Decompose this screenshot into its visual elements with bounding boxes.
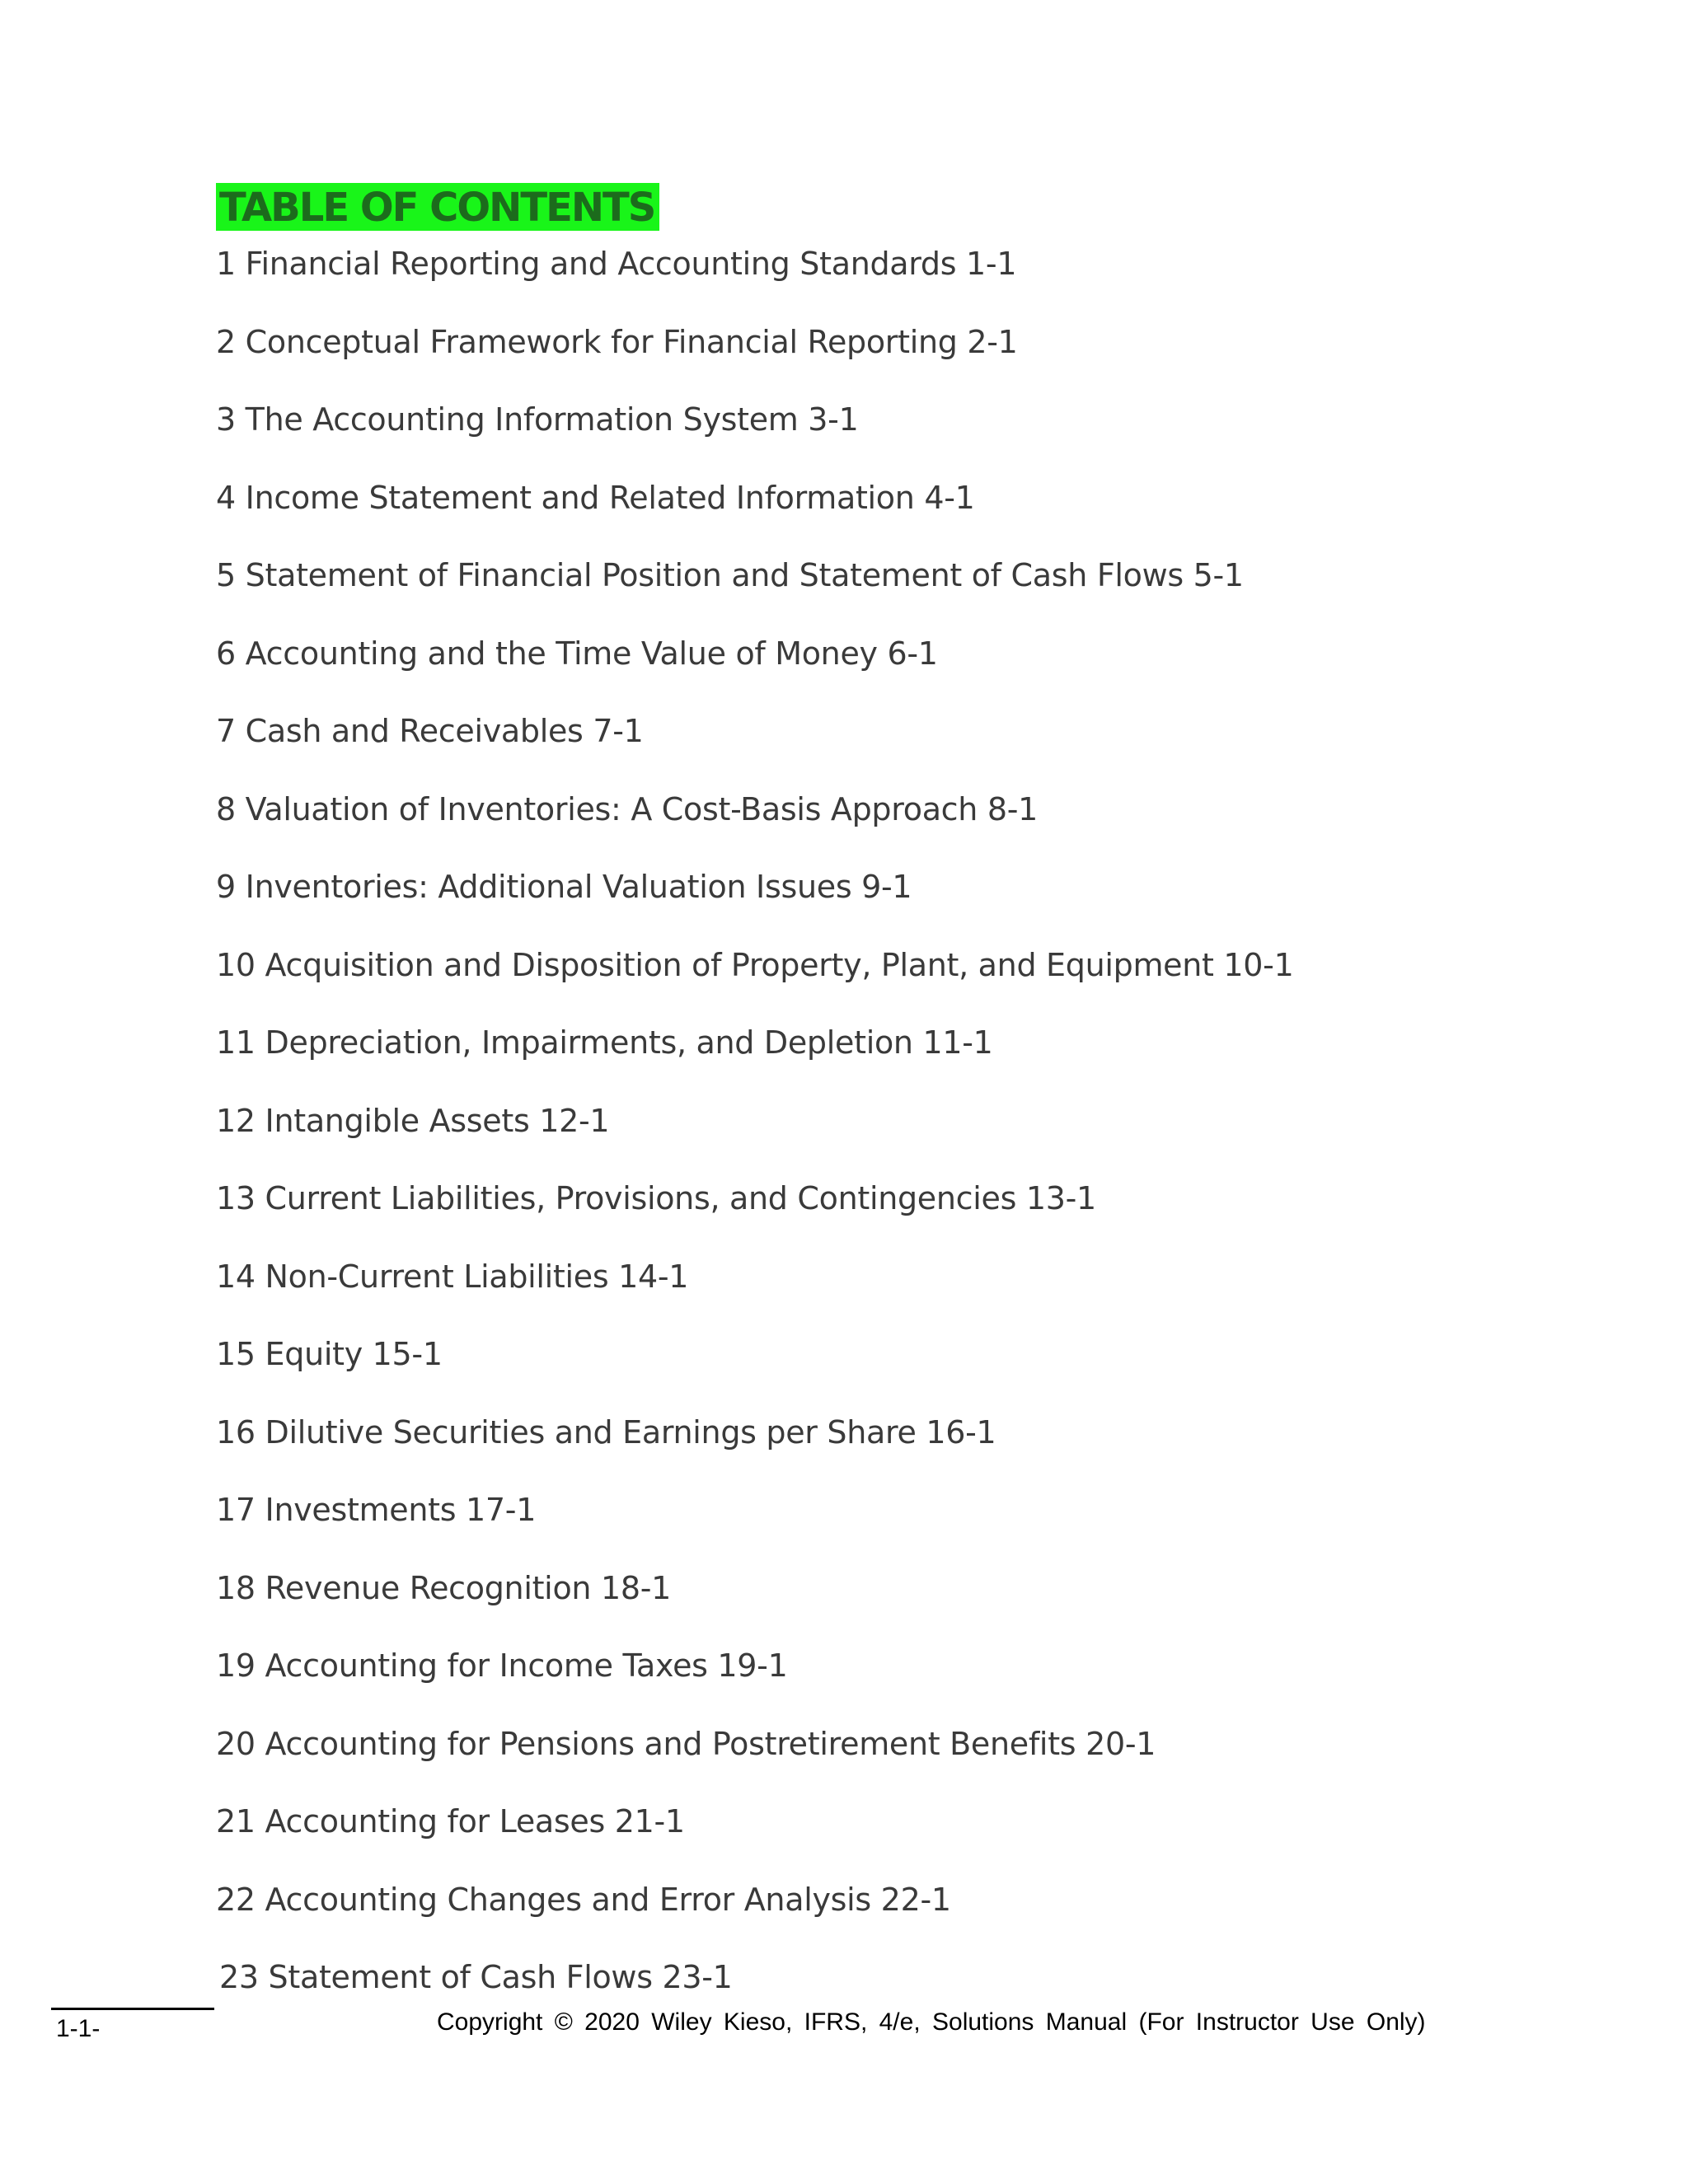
- toc-item: 2 Conceptual Framework for Financial Reporting 2-1: [216, 323, 1018, 360]
- toc-item: 10 Acquisition and Disposition of Property, Plant, and Equipment 10-1: [216, 946, 1294, 983]
- toc-item: 5 Statement of Financial Position and Statement of Cash Flows 5-1: [216, 557, 1244, 593]
- toc-item: 14 Non-Current Liabilities 14-1: [216, 1258, 689, 1295]
- toc-item: 19 Accounting for Income Taxes 19-1: [216, 1647, 788, 1684]
- footer-divider: [51, 2008, 214, 2010]
- toc-item: 20 Accounting for Pensions and Postretirement Benefits 20-1: [216, 1725, 1156, 1762]
- toc-item: 4 Income Statement and Related Information 4-1: [216, 479, 975, 516]
- toc-item: 23 Statement of Cash Flows 23-1: [219, 1959, 733, 1995]
- toc-item: 18 Revenue Recognition 18-1: [216, 1569, 671, 1606]
- toc-item: 8 Valuation of Inventories: A Cost-Basis Approach 8-1: [216, 790, 1039, 827]
- toc-item: 3 The Accounting Information System 3-1: [216, 401, 859, 438]
- footer-page-number: 1-1-: [56, 2015, 101, 2042]
- toc-item: 21 Accounting for Leases 21-1: [216, 1803, 685, 1840]
- footer-copyright-clip: [437, 2008, 1451, 2036]
- toc-item: 12 Intangible Assets 12-1: [216, 1102, 610, 1139]
- toc-item: 15 Equity 15-1: [216, 1336, 443, 1372]
- toc-item: 11 Depreciation, Impairments, and Depletion 11-1: [216, 1024, 993, 1061]
- toc-item: 13 Current Liabilities, Provisions, and Contingencies 13-1: [216, 1180, 1096, 1216]
- toc-item: 1 Financial Reporting and Accounting Standards 1-1: [216, 246, 1017, 282]
- footer-copyright: Copyright © 2020 Wiley Kieso, IFRS, 4/e, Solutions Manual (For Instructor Use Only): [437, 2008, 1426, 2036]
- page-title: TABLE OF CONTENTS: [216, 183, 659, 231]
- toc-item: 6 Accounting and the Time Value of Money 6-1: [216, 635, 938, 672]
- toc-list: [216, 241, 1293, 2032]
- toc-item: 9 Inventories: Additional Valuation Issues 9-1: [216, 869, 912, 905]
- toc-item: 22 Accounting Changes and Error Analysis 22-1: [216, 1881, 951, 1918]
- toc-item: 16 Dilutive Securities and Earnings per Share 16-1: [216, 1413, 996, 1451]
- toc-item: 7 Cash and Receivables 7-1: [216, 713, 644, 749]
- toc-item: 17 Investments 17-1: [216, 1492, 537, 1528]
